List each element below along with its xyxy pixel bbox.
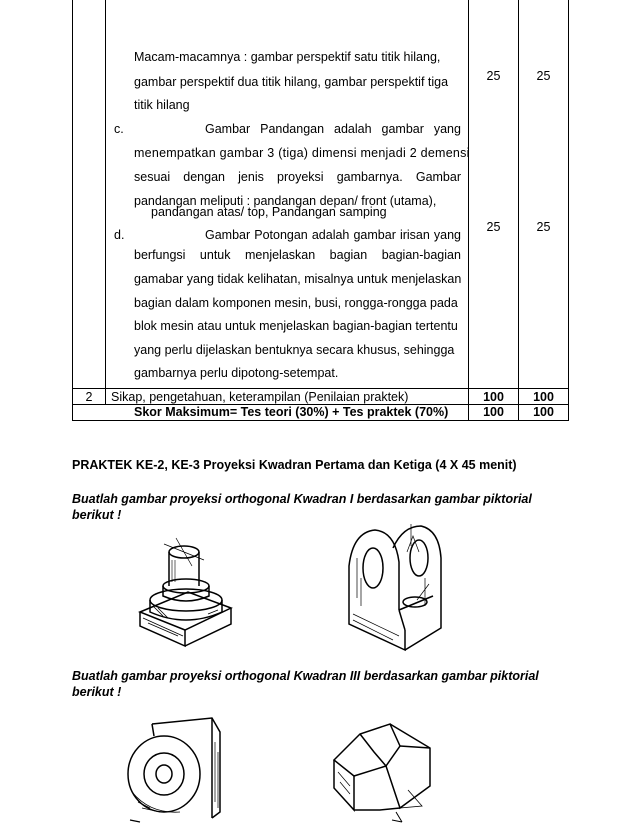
item-c-letter: c. [114, 122, 124, 136]
pictorial-stepped-cylinder-icon [128, 530, 243, 655]
table-divider-no [105, 0, 106, 405]
item-d-line4: bagian dalam komponen mesin, busi, rongga-rongga pada [134, 296, 458, 310]
table-text-line: Macam-macamnya : gambar perspektif satu titik hilang, [134, 50, 441, 64]
row2-number: 2 [85, 390, 93, 404]
item-d-line5: blok mesin atau untuk menjelaskan bagian-bagian tertentu [134, 319, 458, 333]
item-d-line3: gamabar yang tidak kelihatan, misalnya untuk menjelaskan [134, 272, 462, 286]
instruction-kwadran-1: Buatlah gambar proyeksi orthogonal Kwadran I berdasarkan gambar piktorial berikut ! [72, 492, 532, 522]
instruction-kwadran-3: Buatlah gambar proyeksi orthogonal Kwadran III berdasarkan gambar piktorial berikut ! [72, 669, 539, 699]
pictorial-clevis-block-icon [333, 518, 453, 656]
pictorial-wedge-block-icon [330, 712, 438, 826]
row3-text: Skor Maksimum= Tes teori (30%) + Tes praktek (70%) [134, 405, 449, 419]
item-d-line2: berfungsi untuk menjelaskan bagian bagian-bagian [134, 248, 461, 262]
score-top-1: 25 [486, 69, 501, 83]
row3-score-2: 100 [533, 405, 554, 419]
score-mid-1: 25 [486, 220, 501, 234]
row2-score-2: 100 [533, 390, 554, 404]
item-c-line1: Gambar Pandangan adalah gambar yang [205, 122, 461, 136]
item-d-line1: Gambar Potongan adalah gambar irisan yang [205, 228, 461, 242]
row2-score-1: 100 [483, 390, 504, 404]
item-c-line2: menempatkan gambar 3 (tiga) dimensi menjadi 2 demensi [134, 146, 470, 160]
table-text-line: gambar perspektif dua titik hilang, gambar perspektif tiga [134, 75, 449, 89]
score-top-2: 25 [536, 69, 551, 83]
row2-text: Sikap, pengetahuan, keterampilan (Penilaian praktek) [111, 390, 409, 404]
item-c-line5: pandangan atas/ top, Pandangan samping [151, 205, 387, 219]
table-text-line: titik hilang [134, 98, 190, 112]
item-c-line3: sesuai dengan jenis proyeksi gambarnya. Gambar [134, 170, 461, 184]
practice-title: PRAKTEK KE-2, KE-3 Proyeksi Kwadran Pertama dan Ketiga (4 X 45 menit) [72, 458, 517, 472]
item-d-letter: d. [114, 228, 125, 242]
table-rule-1 [72, 388, 569, 389]
table-divider-col2 [518, 0, 519, 421]
pictorial-cylinder-block-icon [120, 712, 232, 826]
table-divider-col1 [468, 0, 469, 421]
table-border-right [568, 0, 569, 421]
score-mid-2: 25 [536, 220, 551, 234]
table-rule-3 [72, 420, 569, 421]
item-d-line7: gambarnya perlu dipotong-setempat. [134, 366, 339, 380]
row3-score-1: 100 [483, 405, 504, 419]
table-border-left [72, 0, 73, 421]
item-c-line4: pandangan meliputi : pandangan depan/ front (utama), [134, 194, 437, 208]
item-d-line6: yang perlu dijelaskan bentuknya secara khusus, sehingga [134, 343, 455, 357]
